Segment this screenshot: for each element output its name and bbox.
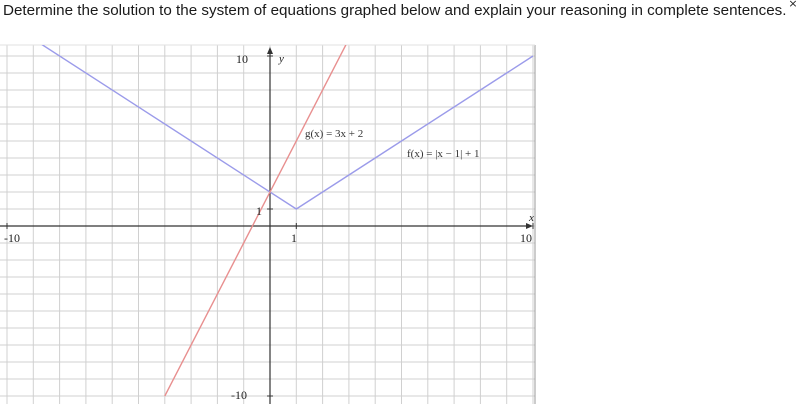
y-axis-label: y <box>279 53 284 65</box>
y-tick-label-neg10: -10 <box>231 388 247 402</box>
grid <box>0 45 535 404</box>
series-label-f: f(x) = |x − 1| + 1 <box>407 148 480 160</box>
question-text: Determine the solution to the system of equations graphed below and explain your reasoning in complete sentences. <box>3 2 787 19</box>
x-tick-label-neg10: -10 <box>4 231 20 245</box>
x-tick-label-1: 1 <box>291 231 297 245</box>
x-axis-label: x <box>529 212 534 224</box>
x-tick-label-10: 10 <box>520 231 532 245</box>
y-tick-label-1: 1 <box>256 204 262 218</box>
axes <box>0 47 533 404</box>
series-label-g: g(x) = 3x + 2 <box>305 128 364 140</box>
y-tick-label-10: 10 <box>236 52 248 66</box>
close-icon[interactable]: × <box>788 0 798 10</box>
y-axis-arrow-icon <box>267 47 273 54</box>
